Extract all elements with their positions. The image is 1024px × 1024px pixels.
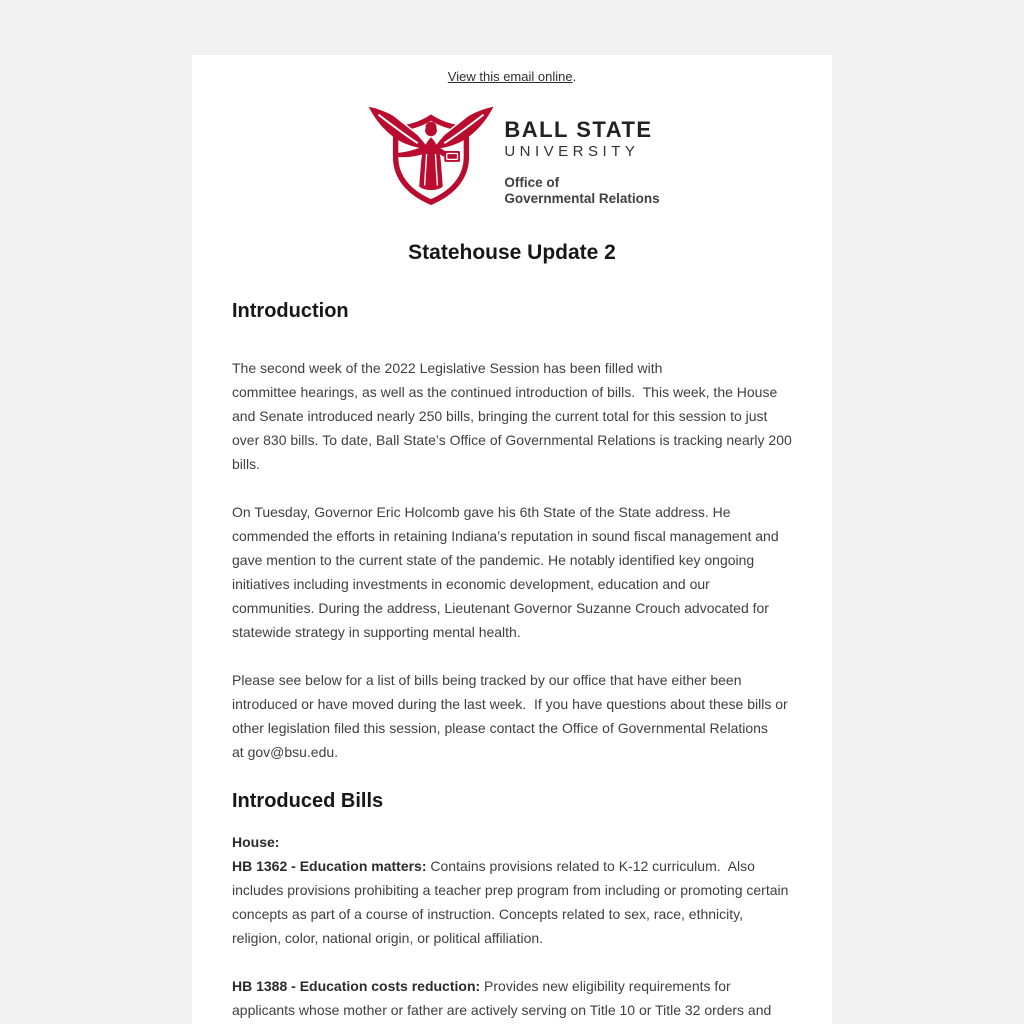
intro-paragraph-2: On Tuesday, Governor Eric Holcomb gave his 6th State of the State address. He commended the efforts in retaining Indiana’s reputation in sound fiscal management and gave mention to the current state of the pandemic. He notably identified key ongoing initiatives including investments in economic development, education and our communities. During the address, Lieutenant Governor Suzanne Crouch advocated for statewide strategy in supporting mental health.: [232, 504, 783, 640]
logo-brand-line1: BALL STATE: [504, 117, 653, 142]
bsu-logo: [192, 95, 832, 208]
logo-brand-line2: UNIVERSITY: [504, 143, 640, 160]
view-online-suffix: .: [572, 69, 577, 84]
email-card: [192, 55, 832, 1024]
page-title: Statehouse Update 2: [408, 241, 616, 264]
beneficence-shield-icon: [364, 95, 498, 208]
bill-item-hb1388: [232, 974, 792, 1022]
bill-description: Contains provisions related to K-12 curriculum. Also includes provisions prohibiting a teacher prep program from including or promoting certain concepts as part of a course of instruction. Concepts related to sex, race, ethnicity, religion, color, national origin, or political affiliation.: [232, 858, 793, 946]
chamber-label-text: House:: [232, 834, 280, 850]
logo-wordmark: [504, 96, 659, 207]
logo-department: [504, 175, 659, 207]
view-online-line: [192, 69, 832, 85]
bill-description: Provides new eligibility requirements for applicants whose mother or father are actively serving on Title 10 or Title 32 orders and: [232, 978, 772, 1018]
bill-label: HB 1388 - Education costs reduction:: [232, 978, 481, 994]
logo-dept-line2: Governmental Relations: [504, 191, 660, 206]
section-heading-introduction: Introduction: [232, 300, 349, 322]
section-heading-introduced-bills: Introduced Bills: [232, 790, 384, 812]
bill-item-hb1362: [232, 854, 792, 950]
intro-paragraph-1: The second week of the 2022 Legislative Session has been filled with committee hearings, as well as the continued introduction of bills. This week, the House and Senate introduced nearly 250 bills, bringing the current total for this session to just over 830 bills. To date, Ball State’s Office of Governmental Relations is tracking nearly 200 bills.: [232, 360, 796, 472]
intro-paragraph-3: Please see below for a list of bills being tracked by our office that have either been introduced or have moved during the last week. If you have questions about these bills or other legislation filed this session, please contact the Office of Governmental Relations at gov@bsu.edu.: [232, 672, 792, 760]
chamber-label-house: [232, 830, 792, 854]
logo-dept-line1: Office of: [504, 175, 560, 190]
bill-label: HB 1362 - Education matters:: [232, 858, 427, 874]
view-online-link[interactable]: View this email online: [447, 69, 573, 84]
